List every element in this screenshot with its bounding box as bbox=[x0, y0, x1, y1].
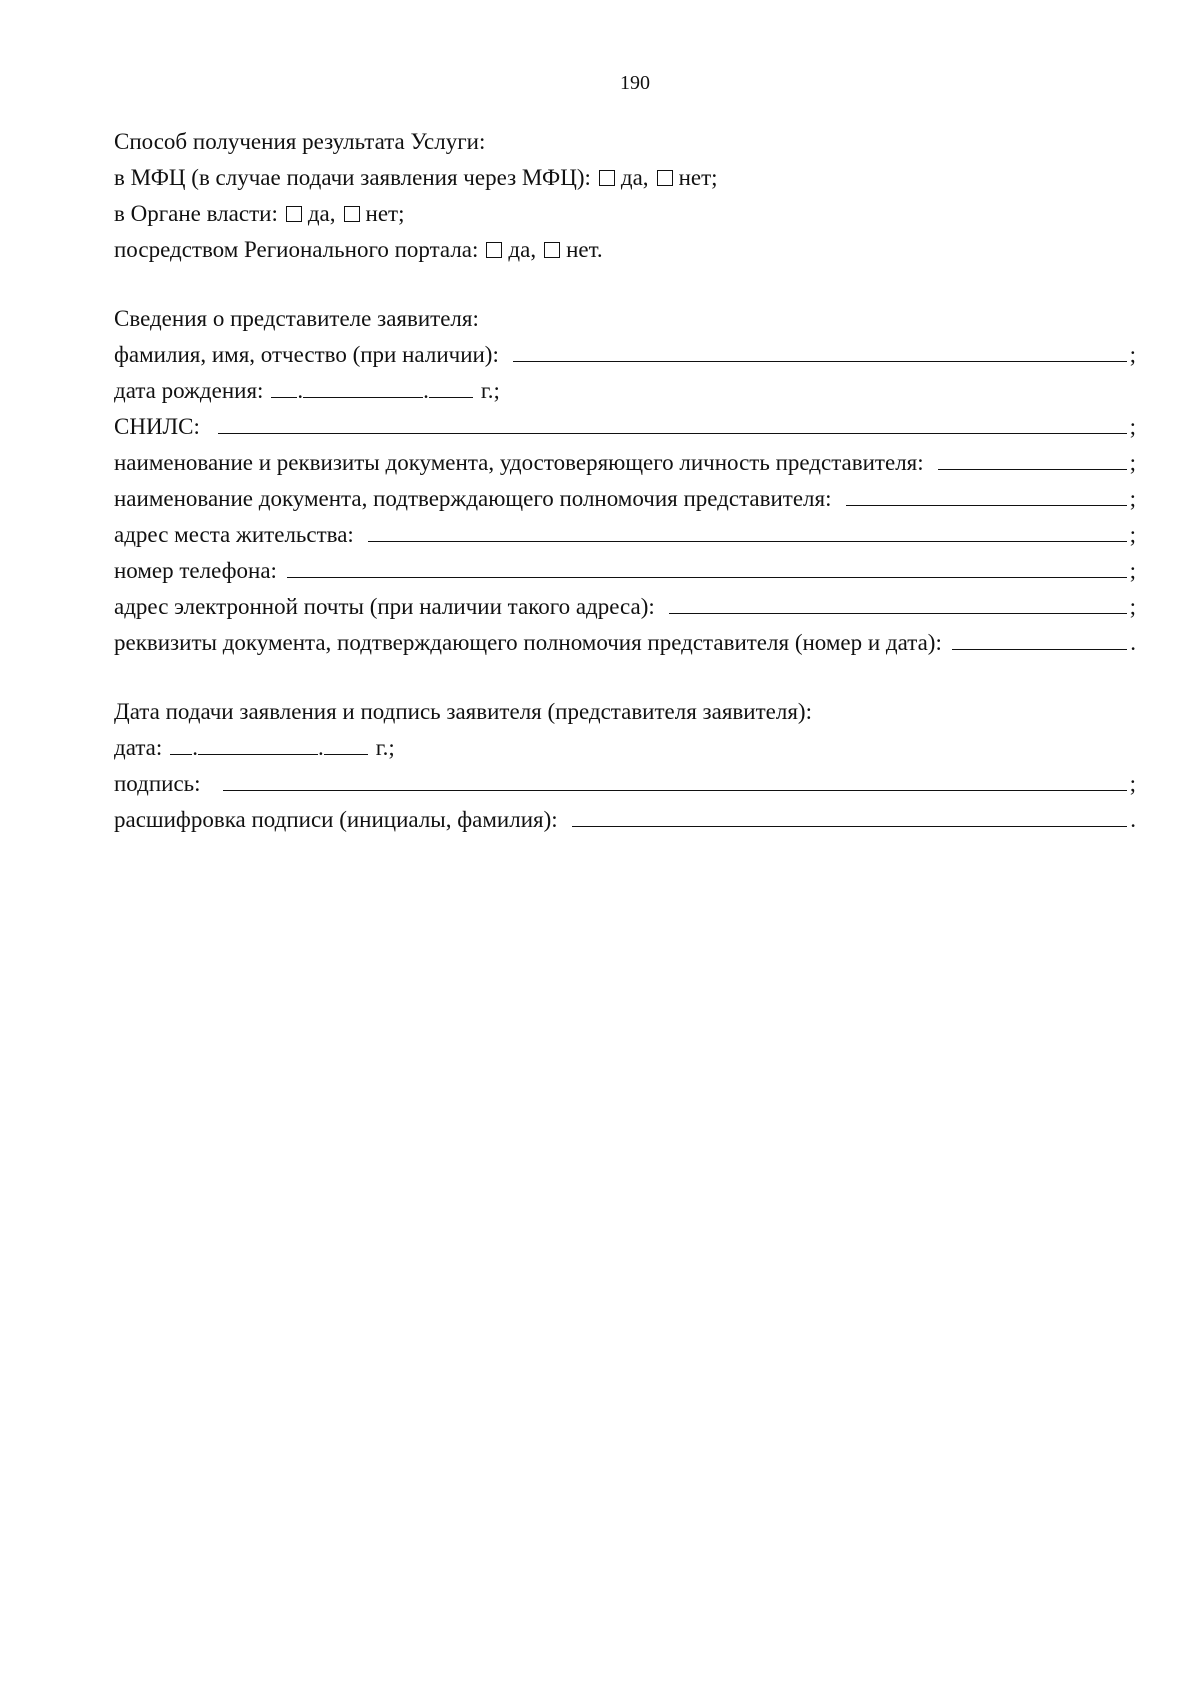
page-number: 190 bbox=[620, 72, 650, 94]
sign-semicolon: ; bbox=[1129, 771, 1136, 796]
sign-row bbox=[114, 766, 1136, 802]
mfc-no-checkbox[interactable] bbox=[657, 170, 673, 186]
portal-yes-label: да, bbox=[508, 237, 537, 262]
auth-doc-label: наименование документа, подтверждающего полномочия представителя: bbox=[114, 486, 832, 511]
sign-field[interactable] bbox=[223, 768, 1127, 791]
mfc-label: в МФЦ (в случае подачи заявления через МФЦ): bbox=[114, 165, 591, 190]
snils-row bbox=[114, 409, 1136, 445]
id-doc-semicolon: ; bbox=[1129, 450, 1136, 475]
phone-field[interactable] bbox=[287, 555, 1127, 578]
snils-semicolon: ; bbox=[1129, 414, 1136, 439]
id-doc-row bbox=[114, 445, 1136, 481]
auth-doc-semicolon: ; bbox=[1129, 486, 1136, 511]
date-month-field[interactable] bbox=[198, 732, 318, 755]
decode-label: расшифровка подписи (инициалы, фамилия): bbox=[114, 807, 558, 832]
snils-label: СНИЛС: bbox=[114, 414, 200, 439]
signature-heading-text: Дата подачи заявления и подпись заявителя (представителя заявителя): bbox=[114, 699, 812, 724]
birth-year-field[interactable] bbox=[429, 375, 473, 398]
phone-row bbox=[114, 553, 1136, 589]
email-field[interactable] bbox=[669, 591, 1127, 614]
decode-field[interactable] bbox=[572, 804, 1128, 827]
email-label: адрес электронной почты (при наличии такого адреса): bbox=[114, 594, 655, 619]
organ-label: в Органе власти: bbox=[114, 201, 278, 226]
birth-dot-2: . bbox=[423, 378, 429, 403]
auth-doc-field[interactable] bbox=[846, 483, 1127, 506]
portal-no-checkbox[interactable] bbox=[544, 242, 560, 258]
submit-date-row bbox=[114, 730, 1136, 766]
fio-row bbox=[114, 337, 1136, 373]
portal-yes-checkbox[interactable] bbox=[486, 242, 502, 258]
mfc-yes-label: да, bbox=[620, 165, 649, 190]
fio-label: фамилия, имя, отчество (при наличии): bbox=[114, 342, 499, 367]
representative-heading bbox=[114, 301, 1136, 337]
id-doc-field[interactable] bbox=[938, 447, 1127, 470]
address-label: адрес места жительства: bbox=[114, 522, 354, 547]
decode-period: . bbox=[1130, 807, 1136, 832]
portal-label: посредством Регионального портала: bbox=[114, 237, 479, 262]
organ-no-checkbox[interactable] bbox=[344, 206, 360, 222]
phone-semicolon: ; bbox=[1129, 558, 1136, 583]
representative-heading-text: Сведения о представителе заявителя: bbox=[114, 306, 479, 331]
address-row bbox=[114, 517, 1136, 553]
date-day-field[interactable] bbox=[170, 732, 192, 755]
sign-label: подпись: bbox=[114, 771, 201, 796]
date-year-suffix: г.; bbox=[375, 735, 395, 760]
receipt-portal-row bbox=[114, 232, 1136, 268]
birth-month-field[interactable] bbox=[303, 375, 423, 398]
email-semicolon: ; bbox=[1129, 594, 1136, 619]
portal-no-label: нет. bbox=[566, 237, 603, 262]
signature-heading bbox=[114, 694, 1136, 730]
date-dot-1: . bbox=[192, 735, 198, 760]
mfc-no-label: нет; bbox=[678, 165, 718, 190]
auth-details-period: . bbox=[1130, 630, 1136, 655]
receipt-mfc-row bbox=[114, 160, 1136, 196]
id-doc-label: наименование и реквизиты документа, удостоверяющего личность представителя: bbox=[114, 450, 924, 475]
auth-details-label: реквизиты документа, подтверждающего полномочия представителя (номер и дата): bbox=[114, 630, 942, 655]
organ-yes-label: да, bbox=[307, 201, 336, 226]
date-dot-2: . bbox=[318, 735, 324, 760]
auth-doc-row bbox=[114, 481, 1136, 517]
receipt-organ-row bbox=[114, 196, 1136, 232]
organ-yes-checkbox[interactable] bbox=[286, 206, 302, 222]
decode-row bbox=[114, 802, 1136, 838]
auth-details-field[interactable] bbox=[952, 627, 1127, 650]
form-content bbox=[114, 124, 1136, 838]
auth-details-row bbox=[114, 625, 1136, 661]
birth-year-suffix: г.; bbox=[480, 378, 500, 403]
birth-date-row bbox=[114, 373, 1136, 409]
email-row bbox=[114, 589, 1136, 625]
mfc-yes-checkbox[interactable] bbox=[599, 170, 615, 186]
birth-dot-1: . bbox=[297, 378, 304, 403]
snils-field[interactable] bbox=[218, 411, 1127, 434]
organ-no-label: нет; bbox=[365, 201, 405, 226]
fio-semicolon: ; bbox=[1129, 342, 1136, 367]
receipt-heading-text: Способ получения результата Услуги: bbox=[114, 129, 486, 154]
date-year-field[interactable] bbox=[324, 732, 368, 755]
birth-day-field[interactable] bbox=[271, 375, 297, 398]
date-label: дата: bbox=[114, 735, 163, 760]
address-field[interactable] bbox=[368, 519, 1127, 542]
phone-label: номер телефона: bbox=[114, 558, 277, 583]
fio-field[interactable] bbox=[513, 339, 1127, 362]
address-semicolon: ; bbox=[1129, 522, 1136, 547]
birth-label: дата рождения: bbox=[114, 378, 264, 403]
receipt-heading bbox=[114, 124, 1136, 160]
